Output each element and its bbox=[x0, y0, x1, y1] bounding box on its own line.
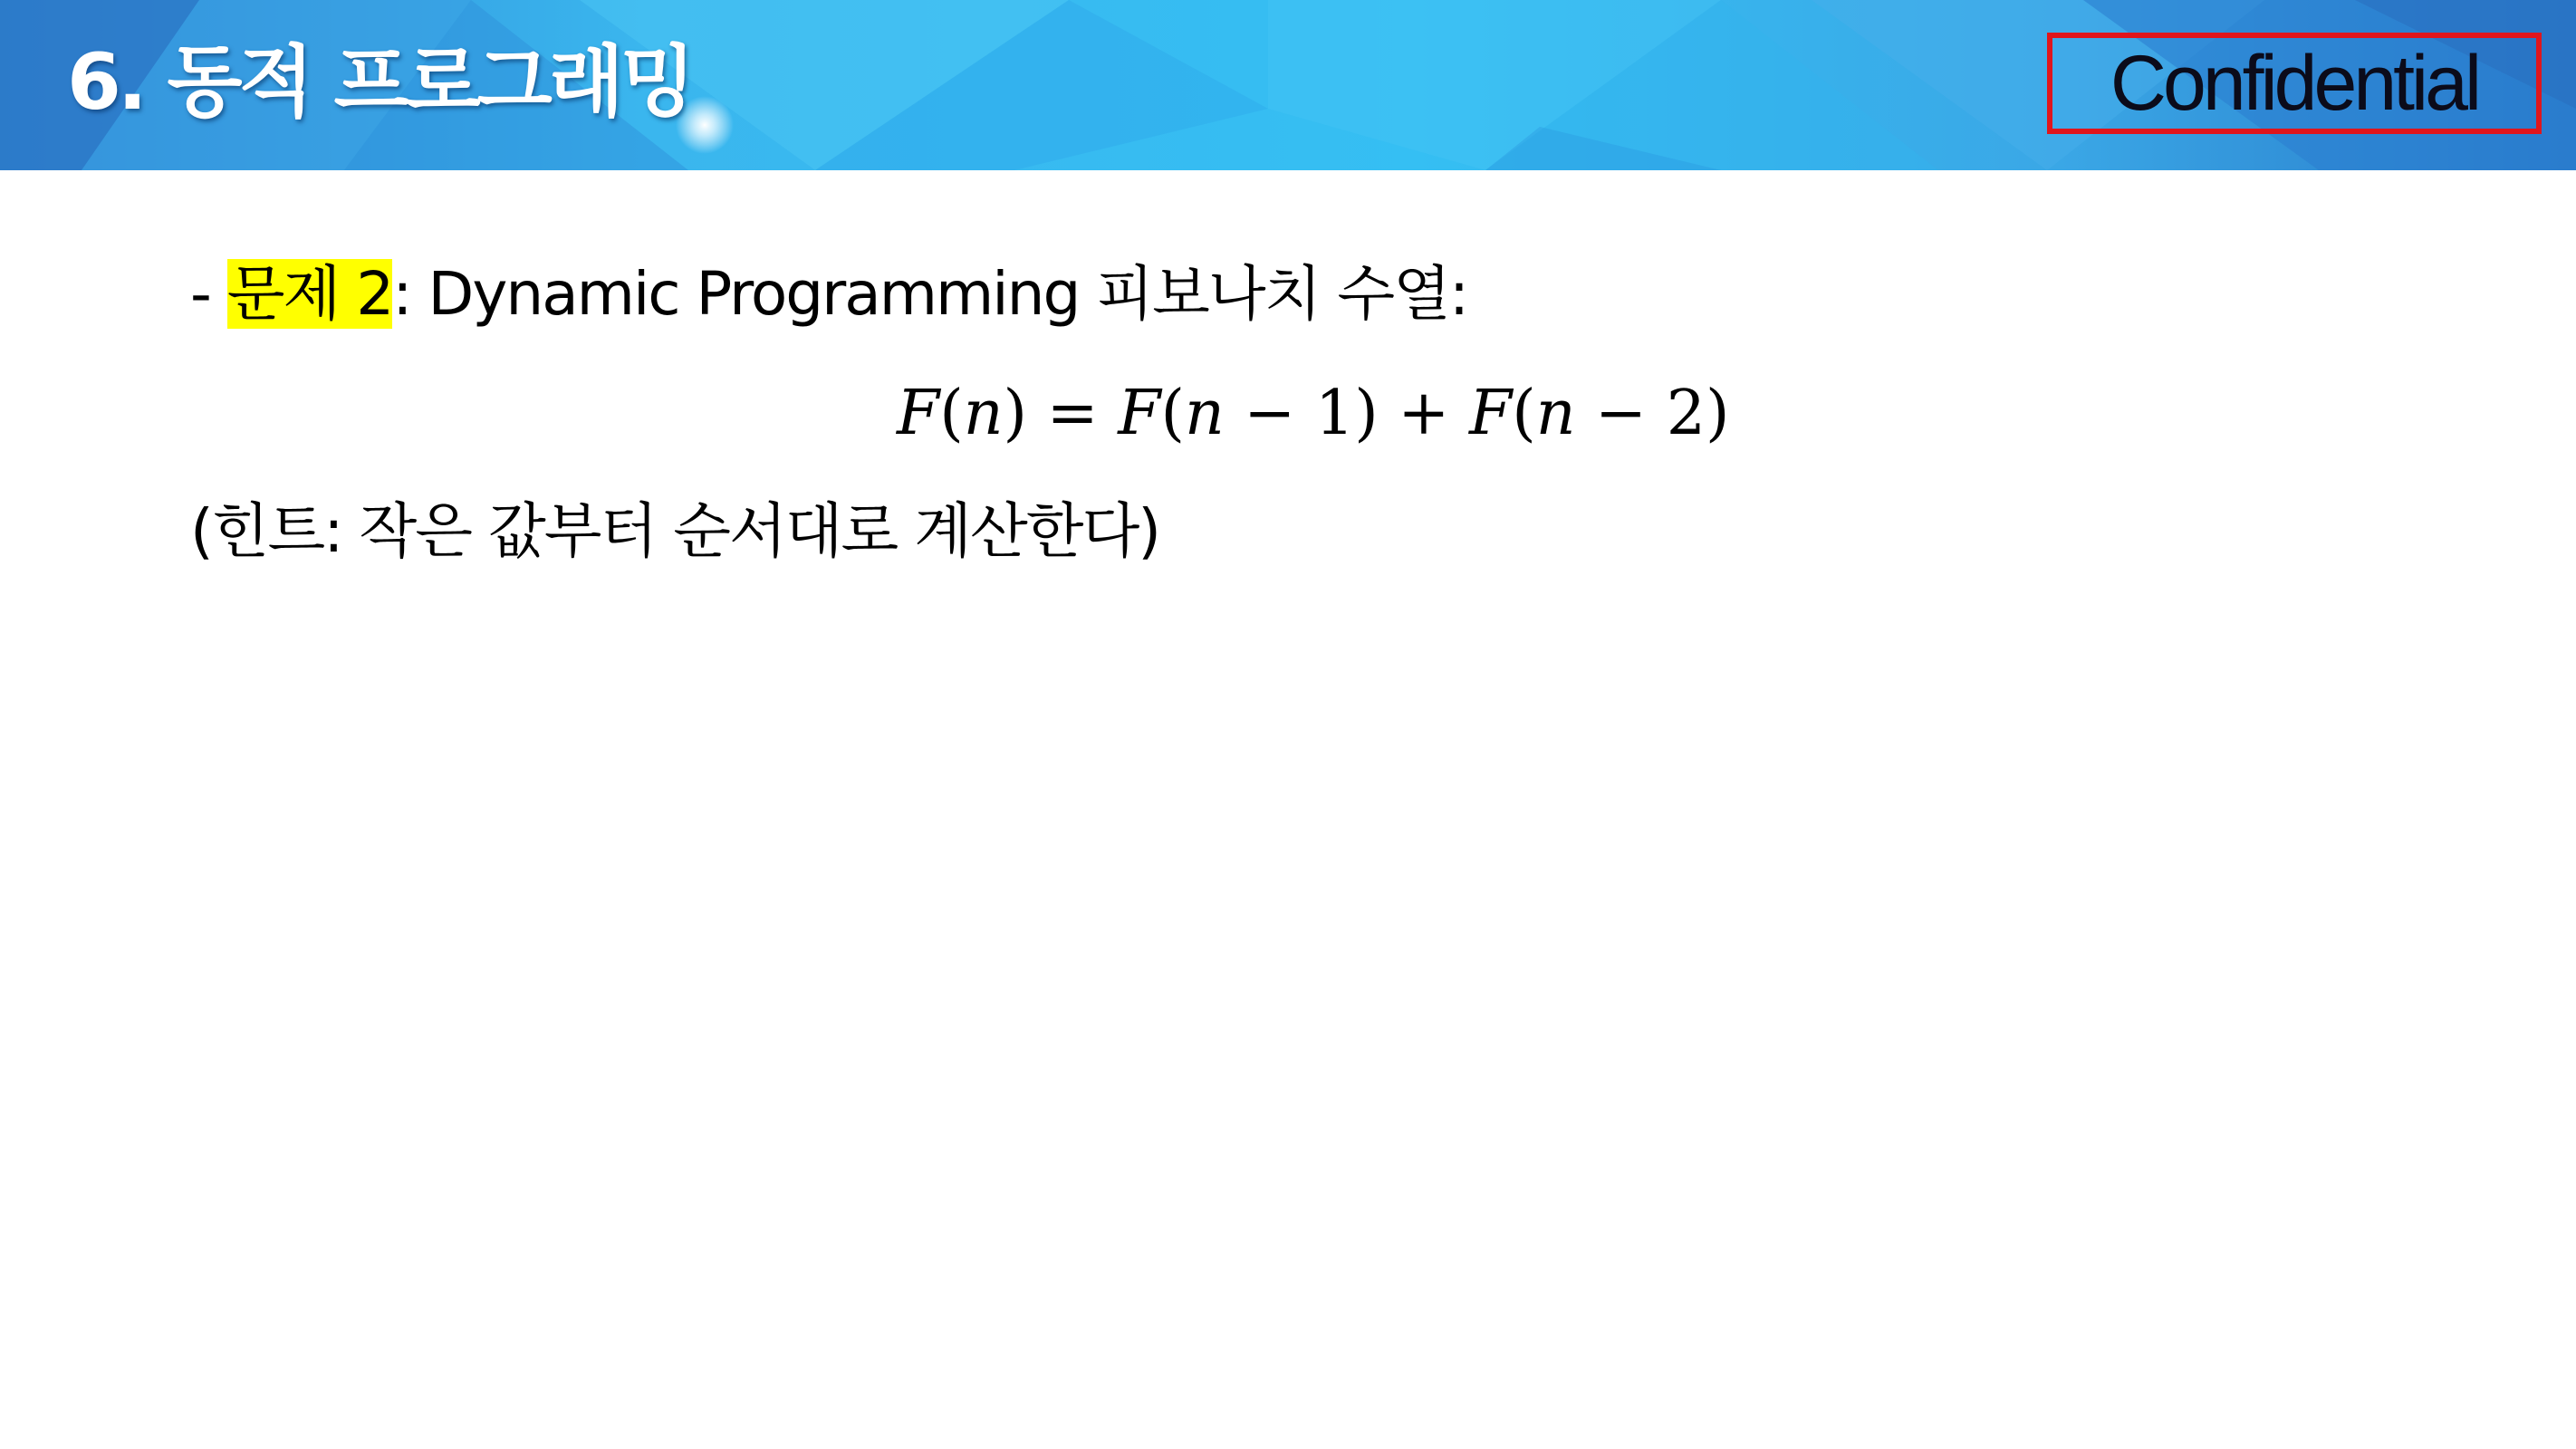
confidential-badge bbox=[2047, 33, 2542, 134]
slide-title: 6. 동적 프로그래밍 bbox=[67, 37, 692, 128]
confidential-label: Confidential bbox=[2110, 40, 2479, 127]
formula-rest2: − 1) + bbox=[1224, 378, 1469, 449]
formula-rest3: − 2) bbox=[1575, 378, 1730, 449]
formula-n3: n bbox=[1535, 378, 1576, 449]
problem-label-highlight: 문제 2 bbox=[226, 259, 393, 329]
formula-open2: ( bbox=[1160, 378, 1185, 449]
fibonacci-formula bbox=[897, 364, 1730, 464]
problem-text: : Dynamic Programming 피보나치 수열: bbox=[392, 259, 1468, 329]
formula-open3: ( bbox=[1512, 378, 1536, 449]
bullet-dash: - bbox=[190, 259, 227, 329]
problem-statement bbox=[190, 245, 1467, 344]
formula-f2: F bbox=[1118, 378, 1161, 449]
hint-text: (힌트: 작은 값부터 순서대로 계산한다) bbox=[190, 496, 1159, 566]
formula-n2: n bbox=[1184, 378, 1225, 449]
formula-open1: ( bbox=[939, 378, 964, 449]
formula-f1: F bbox=[897, 378, 940, 449]
formula-close1: ) = bbox=[1003, 378, 1119, 449]
header-banner bbox=[0, 0, 2576, 170]
formula-f3: F bbox=[1469, 378, 1513, 449]
formula-n1: n bbox=[963, 378, 1004, 449]
